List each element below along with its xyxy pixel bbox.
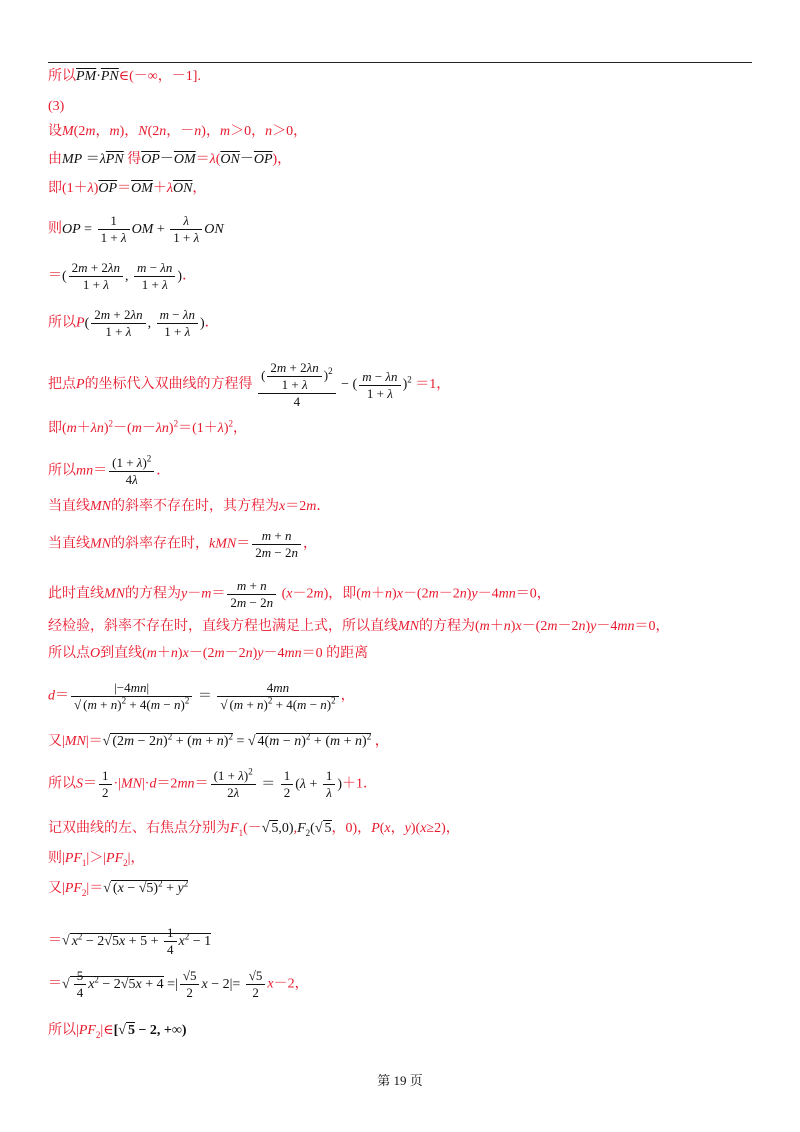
- line-19: 所以S＝ $\frac{1}{2}$ ·|MN|·d＝2mn＝ $\frac{(1 + \lambda)^2}{2\lambda}$ ＝ $\frac{1}{2}$ (λ + $\frac{1}{\lambda}$ )＋1．: [48, 766, 378, 800]
- line-16: 所以点O到直线(m＋n)x－(2m－2n)y－4mn＝0 的距离: [48, 646, 369, 661]
- line-20: 记双曲线的左、右焦点分别为$F_1(-√$ $5,0),F_2(√$ 5，0)，P(x，y)(x≥2)，: [48, 821, 460, 838]
- line-17: d＝ $\frac{|-4mn|}{√ (m + n)^2 + 4(m - n)^2}$ ＝ $\frac{4mn}{√ (m + n)^2 + 4(m - n)^2}$ ，: [48, 680, 355, 712]
- line-11: 所以mn＝ $\frac{(1 + \lambda)^2}{4\lambda}$ ．: [48, 453, 171, 487]
- page-footer: 第 19 页: [377, 1073, 423, 1088]
- header-rule: [48, 62, 752, 63]
- line-6: 则OP = $\frac{1}{1 + \lambda}$ OM + $\frac{\lambda}{1 + \lambda}$ ON: [48, 213, 224, 245]
- line-9: 把点P的坐标代入双曲线的方程得 ( $\frac{2m + 2\lambda n}{1 + \lambda}$ )$^2$ 4 − ( $\frac{m - \lambda n}{1 + \lambda}$ )$^2$ ＝1，: [48, 360, 451, 409]
- line-7: ＝( $\frac{2m + 2\lambda n}{1 + \lambda}$ , $\frac{m - \lambda n}{1 + \lambda}$ )．: [48, 260, 197, 292]
- line-13: 当直线MN的斜率存在时，kMN＝ $\frac{m + n}{2m - 2n}$ ，: [48, 528, 317, 560]
- line-1: 所以$\overline{PM}\cdot\overline{PN}\in(-\infty$，－1].: [48, 69, 201, 84]
- line-21: 则$|PF_1|>|PF_2|$，: [48, 851, 145, 868]
- line-24: ＝√ $\frac{5}{4}$ $x^2 - 2√5x + 4$ =| $\frac{√5}{2}$ x − 2|= $\frac{√5}{2}$ x－2，: [48, 968, 309, 1000]
- line-5: 即$(1+\lambda)\overline{OP}=\overline{OM}+\lambda\overline{ON}$，: [48, 181, 207, 196]
- line-15: 经检验，斜率不存在时，直线方程也满足上式，所以直线MN的方程为(m＋n)x－(2m－2n)y－4mn＝0，: [48, 619, 670, 634]
- line-18: 又|MN|＝√ $(2m - 2n)^2 + (m + n)^2$ = √ $4(m - n)^2 + (m + n)^2$ ，: [48, 731, 389, 749]
- line-14: 此时直线MN的方程为y－m＝ $\frac{m + n}{2m - 2n}$ (x－2m)，即(m＋n)x－(2m－2n)y－4mn＝0，: [48, 578, 551, 610]
- line-2: (3): [48, 99, 65, 114]
- line-22: 又$|PF_2|=√$ $(x - √5)^2 + y^2$: [48, 878, 189, 898]
- line-12: 当直线MN的斜率不存在时，其方程为x＝2m．: [48, 499, 331, 514]
- line-8: 所以P( $\frac{2m + 2\lambda n}{1 + \lambda}$ , $\frac{m - \lambda n}{1 + \lambda}$ )．: [48, 307, 219, 339]
- line-10: 即$(m+\lambda n)^2-(m-\lambda n)^2=(1+\lambda)^2$，: [48, 418, 248, 436]
- line-3: 设M(2m，m)，N(2n，－n)，m＞0，n＞0，: [48, 124, 308, 139]
- line-4: 由MP $=\lambda\overline{PN}$ 得$\overline{OP}-\overline{OM}=\lambda(\overline{ON}-\overline{OP})$，: [48, 152, 292, 167]
- line-23: ＝√ $x^2 - 2√5x + 5$ + $\frac{1}{4}$ $x^2 - 1$: [48, 925, 212, 957]
- line-25: 所以$|PF_2|\in[√$ 5 − 2, +∞): [48, 1023, 187, 1040]
